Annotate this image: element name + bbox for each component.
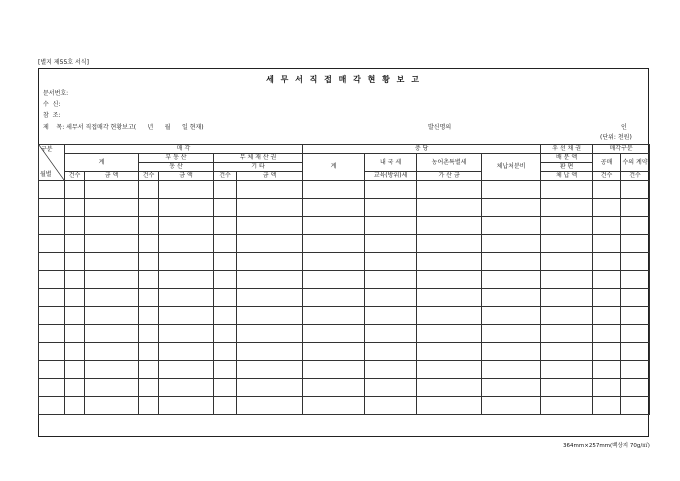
table-cell[interactable] <box>65 325 85 343</box>
table-cell[interactable] <box>417 253 482 271</box>
refund-header: 환 편 <box>541 163 593 172</box>
table-cell[interactable] <box>237 307 303 325</box>
table-cell[interactable] <box>541 271 593 289</box>
sales-table <box>38 144 650 415</box>
table-cell[interactable] <box>85 235 139 253</box>
table-row <box>39 397 650 415</box>
table-row <box>39 217 650 235</box>
table-cell[interactable] <box>541 289 593 307</box>
table-cell[interactable] <box>417 199 482 217</box>
table-cell[interactable] <box>39 217 65 235</box>
table-cell[interactable] <box>159 253 214 271</box>
table-cell[interactable] <box>85 325 139 343</box>
table-cell[interactable] <box>39 397 65 415</box>
table-cell[interactable] <box>621 289 650 307</box>
table-cell[interactable] <box>593 343 621 361</box>
count-header: 건수 <box>621 172 650 181</box>
private-contract-header: 수의 계약 <box>621 154 650 172</box>
table-cell[interactable] <box>482 397 541 415</box>
table-cell[interactable] <box>214 253 237 271</box>
table-cell[interactable] <box>621 181 650 199</box>
subject-text: 세무서 직접매각 현황보고( 년 월 일 현재) <box>66 124 204 131</box>
table-cell[interactable] <box>139 199 159 217</box>
table-cell[interactable] <box>39 181 65 199</box>
table-row <box>39 343 650 361</box>
table-cell[interactable] <box>417 361 482 379</box>
amount-header: 금 액 <box>159 172 214 181</box>
table-cell[interactable] <box>541 199 593 217</box>
recipient-label: 수 신: <box>43 101 61 108</box>
table-cell[interactable] <box>303 289 365 307</box>
table-cell[interactable] <box>365 271 417 289</box>
table-cell[interactable] <box>237 361 303 379</box>
table-cell[interactable] <box>303 199 365 217</box>
count-header: 건수 <box>65 172 85 181</box>
table-cell[interactable] <box>39 271 65 289</box>
table-cell[interactable] <box>159 181 214 199</box>
table-cell[interactable] <box>593 253 621 271</box>
table-cell[interactable] <box>139 361 159 379</box>
table-cell[interactable] <box>139 307 159 325</box>
public-sale-header: 공매 <box>593 154 621 172</box>
table-row <box>39 199 650 217</box>
table-cell[interactable] <box>365 379 417 397</box>
table-cell[interactable] <box>237 235 303 253</box>
table-cell[interactable] <box>593 361 621 379</box>
count-header: 건수 <box>593 172 621 181</box>
table-cell[interactable] <box>214 181 237 199</box>
table-cell[interactable] <box>65 397 85 415</box>
table-cell[interactable] <box>621 343 650 361</box>
doc-number-label: 문서번호: <box>43 90 69 97</box>
unit-label: (단위: 천원) <box>600 134 632 141</box>
table-cell[interactable] <box>139 379 159 397</box>
table-cell[interactable] <box>482 325 541 343</box>
sale-total-header: 계 <box>65 154 139 172</box>
table-cell[interactable] <box>214 397 237 415</box>
table-cell[interactable] <box>159 361 214 379</box>
table-cell[interactable] <box>139 271 159 289</box>
table-cell[interactable] <box>39 253 65 271</box>
reference-label: 참 조: <box>43 112 61 119</box>
table-cell[interactable] <box>417 235 482 253</box>
rural-tax-header: 농어촌특별세 <box>417 154 482 172</box>
table-cell[interactable] <box>303 235 365 253</box>
table-cell[interactable] <box>237 217 303 235</box>
table-cell[interactable] <box>237 325 303 343</box>
table-cell[interactable] <box>214 235 237 253</box>
priority-claim-header: 우 선 채 권 <box>541 145 593 154</box>
table-cell[interactable] <box>303 307 365 325</box>
table-row <box>39 361 650 379</box>
table-cell[interactable] <box>39 307 65 325</box>
table-cell[interactable] <box>621 253 650 271</box>
table-cell[interactable] <box>85 379 139 397</box>
table-cell[interactable] <box>65 253 85 271</box>
table-cell[interactable] <box>214 325 237 343</box>
table-cell[interactable] <box>593 379 621 397</box>
table-cell[interactable] <box>541 181 593 199</box>
table-cell[interactable] <box>621 325 650 343</box>
table-cell[interactable] <box>621 379 650 397</box>
table-cell[interactable] <box>214 361 237 379</box>
table-row <box>39 253 650 271</box>
sale-header: 매 각 <box>65 145 303 154</box>
table-row <box>39 325 650 343</box>
table-cell[interactable] <box>237 397 303 415</box>
table-cell[interactable] <box>593 289 621 307</box>
table-cell[interactable] <box>65 343 85 361</box>
table-cell[interactable] <box>237 289 303 307</box>
table-cell[interactable] <box>593 397 621 415</box>
table-cell[interactable] <box>541 325 593 343</box>
table-cell[interactable] <box>159 397 214 415</box>
table-cell[interactable] <box>541 343 593 361</box>
allocation-header: 충 당 <box>303 145 541 154</box>
table-cell[interactable] <box>365 181 417 199</box>
table-cell[interactable] <box>417 397 482 415</box>
table-cell[interactable] <box>159 271 214 289</box>
table-cell[interactable] <box>621 217 650 235</box>
table-cell[interactable] <box>303 397 365 415</box>
seal-label: 인 <box>621 124 627 131</box>
national-tax-header: 내 국 세 <box>365 154 417 172</box>
table-cell[interactable] <box>365 307 417 325</box>
reference-line <box>43 110 60 119</box>
table-cell[interactable] <box>85 253 139 271</box>
subject-line <box>43 122 204 131</box>
table-cell[interactable] <box>139 343 159 361</box>
intangible-header: 무 체 재 산 권 <box>214 154 303 163</box>
table-cell[interactable] <box>39 325 65 343</box>
table-cell[interactable] <box>85 181 139 199</box>
table-cell[interactable] <box>159 289 214 307</box>
table-cell[interactable] <box>39 361 65 379</box>
table-cell[interactable] <box>482 271 541 289</box>
table-cell[interactable] <box>139 235 159 253</box>
table-cell[interactable] <box>482 361 541 379</box>
table-cell[interactable] <box>159 379 214 397</box>
disposition-fee-header: 체납처분비 <box>482 154 541 181</box>
table-cell[interactable] <box>417 181 482 199</box>
table-cell[interactable] <box>541 361 593 379</box>
table-cell[interactable] <box>237 199 303 217</box>
table-cell[interactable] <box>303 379 365 397</box>
table-row <box>39 271 650 289</box>
table-cell[interactable] <box>365 343 417 361</box>
table-cell[interactable] <box>303 325 365 343</box>
table-cell[interactable] <box>303 253 365 271</box>
table-cell[interactable] <box>541 307 593 325</box>
table-cell[interactable] <box>39 199 65 217</box>
table-cell[interactable] <box>39 235 65 253</box>
table-cell[interactable] <box>593 307 621 325</box>
table-cell[interactable] <box>159 217 214 235</box>
table-cell[interactable] <box>482 307 541 325</box>
table-cell[interactable] <box>365 289 417 307</box>
table-cell[interactable] <box>85 307 139 325</box>
table-cell[interactable] <box>85 271 139 289</box>
table-cell[interactable] <box>482 379 541 397</box>
table-cell[interactable] <box>65 289 85 307</box>
table-cell[interactable] <box>214 199 237 217</box>
table-cell[interactable] <box>159 325 214 343</box>
sale-type-header: 매각구분 <box>593 145 650 154</box>
table-cell[interactable] <box>214 289 237 307</box>
table-cell[interactable] <box>39 343 65 361</box>
allocation-total-header: 계 <box>303 154 365 181</box>
table-cell[interactable] <box>365 235 417 253</box>
table-cell[interactable] <box>85 199 139 217</box>
table-cell[interactable] <box>139 397 159 415</box>
table-cell[interactable] <box>65 181 85 199</box>
table-cell[interactable] <box>39 289 65 307</box>
table-cell[interactable] <box>417 217 482 235</box>
table-cell[interactable] <box>65 271 85 289</box>
table-cell[interactable] <box>237 253 303 271</box>
table-cell[interactable] <box>365 361 417 379</box>
report-title: 세 무 서 직 접 매 각 현 황 보 고 <box>266 75 421 84</box>
table-cell[interactable] <box>541 397 593 415</box>
table-cell[interactable] <box>365 397 417 415</box>
doc-number-line <box>43 88 68 97</box>
table-cell[interactable] <box>139 181 159 199</box>
table-cell[interactable] <box>159 343 214 361</box>
table-cell[interactable] <box>237 271 303 289</box>
table-cell[interactable] <box>621 397 650 415</box>
table-cell[interactable] <box>85 361 139 379</box>
table-cell[interactable] <box>621 271 650 289</box>
table-cell[interactable] <box>65 235 85 253</box>
table-cell[interactable] <box>85 289 139 307</box>
subject-label: 제 목: <box>43 124 65 131</box>
table-cell[interactable] <box>214 379 237 397</box>
table-cell[interactable] <box>85 217 139 235</box>
recipient-line <box>43 99 60 108</box>
table-cell[interactable] <box>593 217 621 235</box>
distribution-header: 배 분 액 <box>541 154 593 163</box>
table-cell[interactable] <box>237 379 303 397</box>
table-cell[interactable] <box>593 181 621 199</box>
table-row <box>39 379 650 397</box>
table-cell[interactable] <box>159 235 214 253</box>
amount-header: 금 액 <box>85 172 139 181</box>
table-row <box>39 307 650 325</box>
month-label: 월별 <box>40 171 52 178</box>
table-cell[interactable] <box>417 271 482 289</box>
table-cell[interactable] <box>214 271 237 289</box>
table-cell[interactable] <box>593 235 621 253</box>
table-cell[interactable] <box>482 235 541 253</box>
category-label: 구분 <box>41 146 53 153</box>
table-cell[interactable] <box>303 271 365 289</box>
table-cell[interactable] <box>621 361 650 379</box>
education-tax-header: 교육(방위)세 <box>365 172 417 181</box>
table-cell[interactable] <box>482 343 541 361</box>
table-cell[interactable] <box>541 217 593 235</box>
table-cell[interactable] <box>417 379 482 397</box>
table-row <box>39 181 650 199</box>
table-cell[interactable] <box>482 253 541 271</box>
table-cell[interactable] <box>621 235 650 253</box>
table-cell[interactable] <box>365 199 417 217</box>
delinquency-header: 체 납 액 <box>541 172 593 181</box>
table-cell[interactable] <box>593 199 621 217</box>
table-cell[interactable] <box>303 217 365 235</box>
form-label: [별지 제55호 서식] <box>38 59 89 66</box>
count-header: 건수 <box>214 172 237 181</box>
table-cell[interactable] <box>303 361 365 379</box>
table-cell[interactable] <box>159 307 214 325</box>
table-cell[interactable] <box>39 379 65 397</box>
table-cell[interactable] <box>85 397 139 415</box>
table-cell[interactable] <box>593 325 621 343</box>
table-cell[interactable] <box>214 307 237 325</box>
table-cell[interactable] <box>214 217 237 235</box>
table-cell[interactable] <box>482 217 541 235</box>
table-cell[interactable] <box>365 253 417 271</box>
table-cell[interactable] <box>541 253 593 271</box>
table-cell[interactable] <box>541 235 593 253</box>
table-cell[interactable] <box>237 343 303 361</box>
table-cell[interactable] <box>85 343 139 361</box>
table-cell[interactable] <box>65 217 85 235</box>
report-form <box>38 68 649 437</box>
surcharge-header: 가 산 금 <box>417 172 482 181</box>
table-cell[interactable] <box>65 307 85 325</box>
table-cell[interactable] <box>65 199 85 217</box>
table-cell[interactable] <box>303 181 365 199</box>
table-cell[interactable] <box>593 271 621 289</box>
table-row <box>39 289 650 307</box>
real-estate-header: 부 동 산 <box>139 154 214 163</box>
table-cell[interactable] <box>365 217 417 235</box>
table-cell[interactable] <box>417 343 482 361</box>
table-cell[interactable] <box>214 343 237 361</box>
amount-header: 금 액 <box>237 172 303 181</box>
table-cell[interactable] <box>365 325 417 343</box>
paper-spec: 364mm×257mm(백상지 70g/㎡) <box>563 443 650 449</box>
movable-header: 동 산 <box>139 163 214 172</box>
table-row <box>39 235 650 253</box>
table-cell[interactable] <box>65 379 85 397</box>
table-cell[interactable] <box>65 361 85 379</box>
table-cell[interactable] <box>621 199 650 217</box>
table-cell[interactable] <box>417 289 482 307</box>
table-cell[interactable] <box>482 199 541 217</box>
sender-label: 발신명의 <box>428 124 452 131</box>
table-cell[interactable] <box>139 289 159 307</box>
table-cell[interactable] <box>621 307 650 325</box>
table-cell[interactable] <box>417 325 482 343</box>
table-cell[interactable] <box>139 253 159 271</box>
count-header: 건수 <box>139 172 159 181</box>
table-cell[interactable] <box>237 181 303 199</box>
table-cell[interactable] <box>482 289 541 307</box>
other-header: 기 타 <box>214 163 303 172</box>
table-cell[interactable] <box>541 379 593 397</box>
table-cell[interactable] <box>139 325 159 343</box>
table-cell[interactable] <box>417 307 482 325</box>
table-cell[interactable] <box>159 199 214 217</box>
category-diagonal-cell <box>39 145 65 181</box>
table-cell[interactable] <box>482 181 541 199</box>
table-cell[interactable] <box>303 343 365 361</box>
table-cell[interactable] <box>139 217 159 235</box>
